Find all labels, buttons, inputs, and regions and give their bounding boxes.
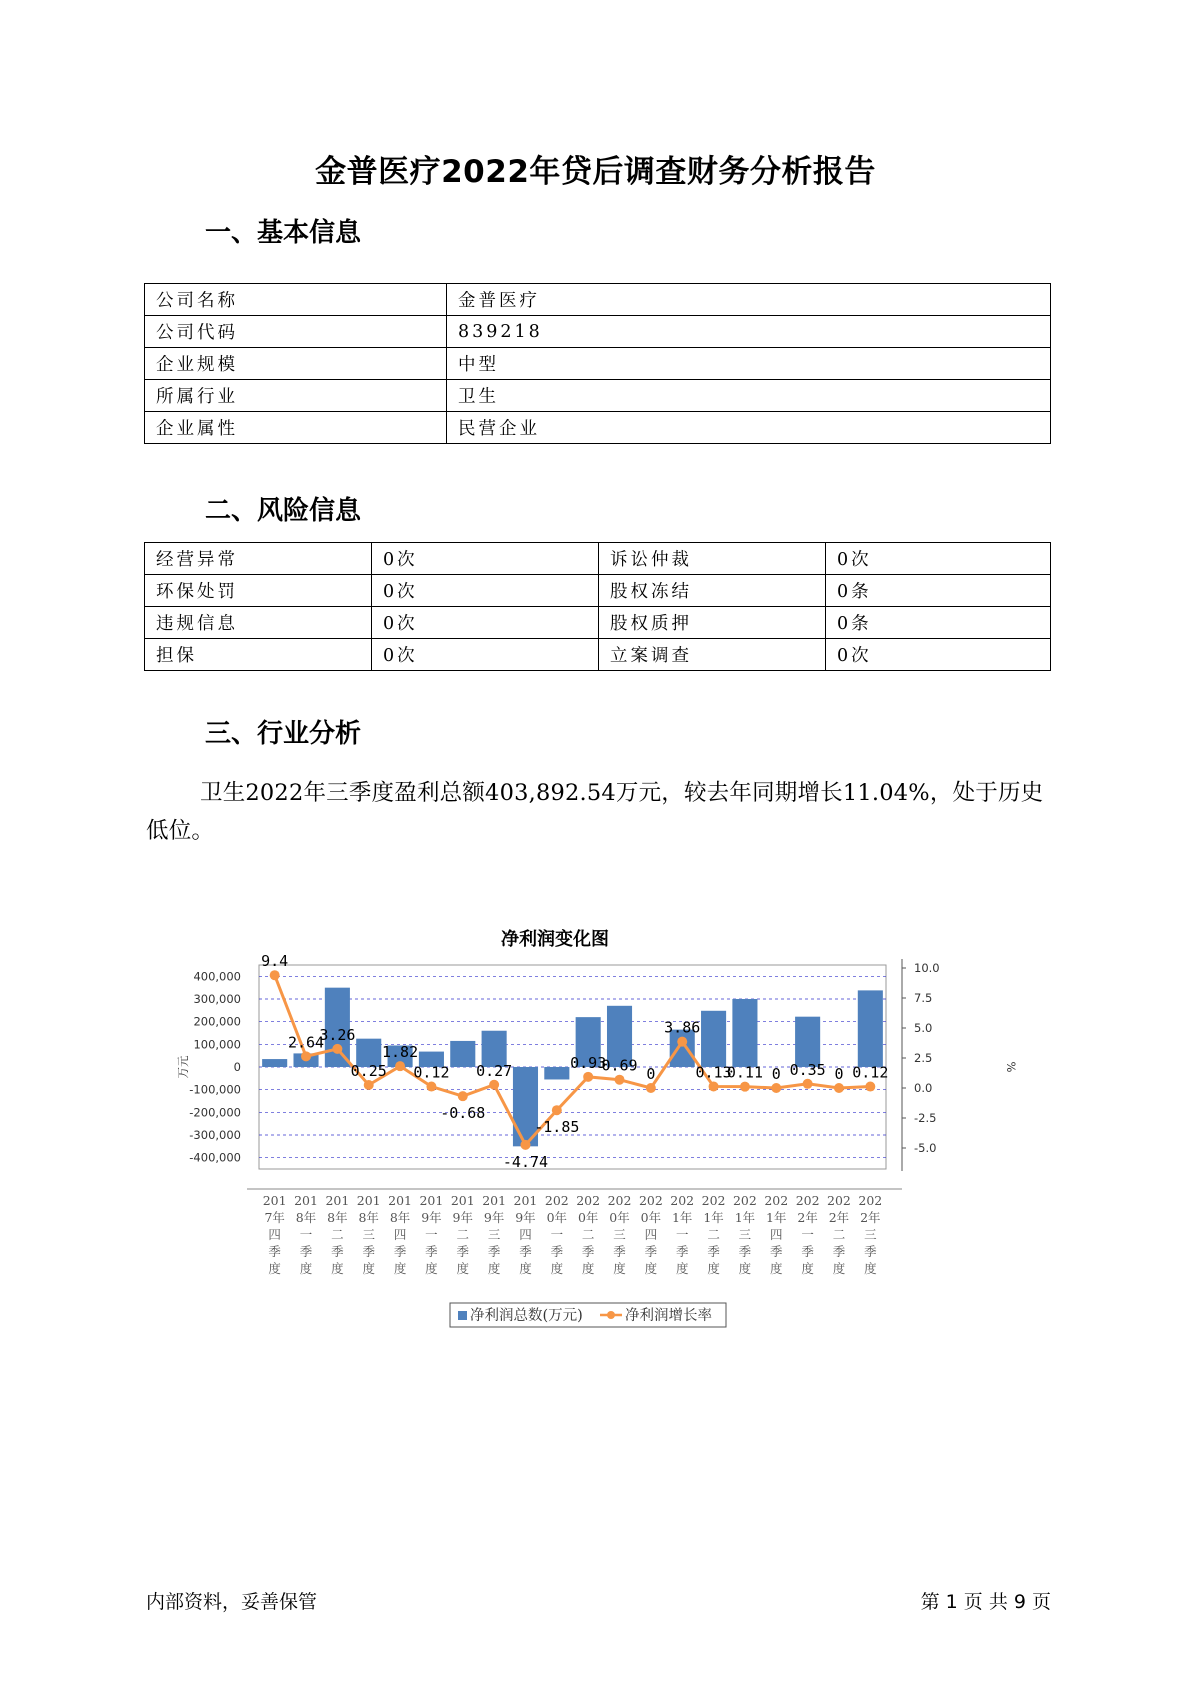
- basic-info-label: 所属行业: [145, 380, 447, 412]
- growth-data-label: 9.4: [261, 952, 289, 971]
- growth-data-label: 0.25: [350, 1062, 387, 1080]
- x-tick-label: 2年: [828, 1210, 850, 1225]
- x-tick-label: 四: [268, 1227, 281, 1242]
- growth-data-label: 0: [646, 1065, 656, 1083]
- basic-info-label: 企业属性: [145, 412, 447, 444]
- y-left-tick-label: -200,000: [189, 1105, 241, 1120]
- x-tick-label: 度: [331, 1261, 344, 1276]
- x-tick-label: 度: [832, 1261, 846, 1276]
- x-tick-label: 9年: [452, 1210, 474, 1225]
- x-tick-label: 度: [738, 1261, 752, 1276]
- x-tick-label: 一: [675, 1227, 689, 1242]
- x-tick-label: 1年: [766, 1210, 787, 1225]
- x-tick-label: 201: [419, 1193, 444, 1208]
- growth-point: [709, 1081, 719, 1091]
- x-tick-label: 201: [450, 1193, 475, 1208]
- growth-data-label: 3.26: [319, 1025, 356, 1044]
- x-tick-label: 三: [738, 1227, 752, 1242]
- x-tick-label: 8年: [327, 1210, 348, 1225]
- x-tick-label: 2年: [860, 1210, 881, 1225]
- section-heading-industry: 三、行业分析: [205, 719, 362, 749]
- x-tick-label: 度: [519, 1261, 532, 1276]
- growth-data-label: 0.35: [789, 1060, 826, 1079]
- x-tick-label: 度: [707, 1261, 720, 1276]
- basic-info-value: 839218: [447, 316, 1051, 348]
- x-tick-label: 季: [519, 1244, 532, 1259]
- growth-point: [395, 1061, 405, 1071]
- growth-data-label: 0.12: [852, 1063, 889, 1082]
- x-tick-label: 季: [456, 1244, 470, 1259]
- y-right-tick-label: 10.0: [914, 961, 940, 975]
- risk-value: 0次: [372, 575, 599, 607]
- basic-info-label: 企业规模: [145, 348, 447, 380]
- risk-info-row: [145, 543, 1051, 575]
- x-tick-label: 202: [701, 1193, 726, 1208]
- x-tick-label: 1年: [671, 1210, 693, 1225]
- y-left-tick-label: 0: [233, 1060, 241, 1074]
- risk-info-row: [145, 607, 1051, 639]
- x-tick-label: 202: [858, 1193, 883, 1208]
- x-tick-label: 三: [864, 1227, 877, 1242]
- growth-point: [552, 1105, 562, 1115]
- y-left-tick-label: -400,000: [189, 1150, 241, 1165]
- x-tick-label: 季: [362, 1244, 375, 1259]
- growth-point: [865, 1082, 875, 1092]
- basic-info-row: [145, 284, 1051, 316]
- net-profit-chart: [175, 885, 1035, 1345]
- x-tick-label: 0年: [609, 1210, 630, 1225]
- basic-info-value: 中型: [447, 348, 1051, 380]
- basic-info-value: 卫生: [447, 380, 1051, 412]
- basic-info-row: [145, 348, 1051, 380]
- growth-data-label: 0: [771, 1065, 781, 1083]
- x-tick-label: 一: [801, 1227, 814, 1242]
- x-tick-label: 季: [770, 1244, 783, 1259]
- bar-mark: [262, 1059, 287, 1067]
- x-tick-label: 季: [393, 1244, 407, 1259]
- risk-label: 经营异常: [145, 543, 372, 575]
- growth-data-label: 0.69: [601, 1056, 638, 1075]
- x-tick-label: 8年: [389, 1210, 411, 1225]
- risk-label: 股权质押: [599, 607, 826, 639]
- growth-point: [583, 1072, 593, 1082]
- y-left-axis-label: 万元: [176, 1055, 190, 1079]
- y-right-tick-label: 0.0: [914, 1081, 933, 1095]
- growth-data-label: 0.27: [476, 1061, 513, 1080]
- growth-data-label: 1.82: [382, 1043, 419, 1062]
- x-tick-label: 季: [268, 1244, 281, 1259]
- basic-info-table: [144, 283, 1051, 444]
- basic-info-label: 公司名称: [145, 284, 447, 316]
- x-tick-label: 四: [519, 1227, 532, 1242]
- growth-data-label: 3.86: [664, 1018, 701, 1037]
- y-left-tick-label: 200,000: [193, 1014, 241, 1029]
- growth-data-label: -0.68: [440, 1104, 486, 1123]
- x-tick-label: 四: [644, 1227, 658, 1242]
- x-tick-label: 度: [268, 1261, 281, 1276]
- growth-point: [458, 1091, 468, 1101]
- x-tick-label: 二: [581, 1227, 595, 1242]
- y-left-tick-label: -300,000: [189, 1128, 241, 1142]
- x-tick-label: 二: [707, 1227, 720, 1242]
- risk-value: 0次: [372, 639, 599, 671]
- x-tick-label: 季: [675, 1244, 689, 1259]
- x-tick-label: 0年: [640, 1210, 662, 1225]
- growth-point: [677, 1037, 687, 1047]
- x-tick-label: 1年: [734, 1210, 756, 1225]
- x-tick-label: 季: [299, 1244, 313, 1259]
- risk-label: 违规信息: [145, 607, 372, 639]
- x-tick-label: 9年: [515, 1210, 536, 1225]
- x-tick-label: 度: [362, 1261, 375, 1276]
- x-tick-label: 季: [832, 1244, 846, 1259]
- x-tick-label: 四: [393, 1227, 407, 1242]
- risk-label: 立案调查: [599, 639, 826, 671]
- growth-data-label: 0.93: [570, 1053, 607, 1072]
- basic-info-value: 金普医疗: [447, 284, 1051, 316]
- growth-point: [740, 1082, 750, 1092]
- growth-point: [270, 970, 280, 980]
- basic-info-row: [145, 380, 1051, 412]
- risk-info-table: [144, 542, 1051, 671]
- chart-title: 净利润变化图: [501, 929, 609, 950]
- x-tick-label: 三: [362, 1227, 375, 1242]
- basic-info-value: 民营企业: [447, 412, 1051, 444]
- x-tick-label: 202: [670, 1193, 695, 1208]
- growth-point: [803, 1079, 813, 1089]
- x-tick-label: 度: [770, 1261, 783, 1276]
- bar-mark: [732, 999, 757, 1067]
- basic-info-row: [145, 412, 1051, 444]
- x-tick-label: 一: [425, 1227, 438, 1242]
- risk-value: 0次: [826, 639, 1051, 671]
- page-title: 金普医疗2022年贷后调查财务分析报告: [315, 154, 876, 190]
- x-tick-label: 度: [456, 1261, 470, 1276]
- growth-point: [301, 1051, 311, 1061]
- x-tick-label: 二: [456, 1227, 470, 1242]
- bar-mark: [795, 1017, 820, 1067]
- risk-info-row: [145, 639, 1051, 671]
- x-tick-label: 9年: [421, 1210, 442, 1225]
- x-tick-label: 202: [607, 1193, 632, 1208]
- x-tick-label: 季: [425, 1244, 438, 1259]
- growth-point: [771, 1083, 781, 1093]
- y-left-tick-label: 300,000: [193, 992, 241, 1006]
- growth-data-label: 0: [834, 1065, 844, 1083]
- x-tick-label: 度: [487, 1261, 501, 1276]
- risk-value: 0条: [826, 607, 1051, 639]
- x-tick-label: 201: [513, 1193, 538, 1208]
- y-right-tick-label: -2.5: [914, 1111, 937, 1125]
- x-tick-label: 202: [732, 1193, 757, 1208]
- section-heading-risk: 二、风险信息: [205, 496, 362, 526]
- x-tick-label: 度: [801, 1261, 814, 1276]
- footer-page-number: 第 1 页 共 9 页: [920, 1591, 1051, 1613]
- y-right-axis-label: %: [1004, 1061, 1018, 1073]
- x-tick-label: 201: [294, 1193, 318, 1208]
- net-profit-chart-svg: [175, 885, 1035, 1345]
- x-tick-label: 201: [262, 1193, 287, 1208]
- footer-confidential: 内部资料，妥善保管: [146, 1591, 318, 1613]
- x-tick-label: 8年: [358, 1210, 379, 1225]
- x-tick-label: 202: [795, 1193, 820, 1208]
- x-tick-label: 8年: [295, 1210, 317, 1225]
- x-tick-label: 201: [482, 1193, 507, 1208]
- x-tick-label: 0年: [546, 1210, 568, 1225]
- x-tick-label: 9年: [483, 1210, 505, 1225]
- x-tick-label: 三: [613, 1227, 626, 1242]
- growth-point: [646, 1083, 656, 1093]
- growth-data-label: 0.12: [413, 1063, 450, 1082]
- x-tick-label: 季: [550, 1244, 564, 1259]
- x-tick-label: 四: [770, 1227, 783, 1242]
- bar-mark: [450, 1041, 475, 1067]
- x-tick-label: 202: [576, 1193, 601, 1208]
- bar-mark: [544, 1067, 569, 1079]
- x-tick-label: 度: [425, 1261, 438, 1276]
- growth-data-label: 0.11: [726, 1063, 763, 1082]
- industry-paragraph: 卫生2022年三季度盈利总额403,892.54万元，较去年同期增长11.04%，处于历史低位。: [146, 780, 1044, 844]
- x-tick-label: 度: [675, 1261, 689, 1276]
- x-tick-label: 季: [864, 1244, 877, 1259]
- x-tick-label: 0年: [577, 1210, 599, 1225]
- y-left-tick-label: 100,000: [193, 1037, 241, 1052]
- risk-label: 股权冻结: [599, 575, 826, 607]
- growth-data-label: 0.13: [695, 1063, 732, 1082]
- x-tick-label: 季: [331, 1244, 344, 1259]
- legend-line-marker: [607, 1311, 615, 1319]
- x-tick-label: 季: [801, 1244, 814, 1259]
- risk-value: 0次: [372, 607, 599, 639]
- risk-label: 环保处罚: [145, 575, 372, 607]
- x-tick-label: 度: [550, 1261, 564, 1276]
- x-tick-label: 201: [325, 1193, 350, 1208]
- x-tick-label: 一: [299, 1227, 313, 1242]
- bar-mark: [858, 990, 883, 1067]
- x-tick-label: 二: [331, 1227, 344, 1242]
- y-left-tick-label: -100,000: [189, 1082, 241, 1097]
- growth-point: [364, 1080, 374, 1090]
- growth-point: [615, 1075, 625, 1085]
- x-tick-label: 度: [644, 1261, 658, 1276]
- growth-data-label: 2.64: [287, 1033, 325, 1052]
- x-tick-label: 201: [356, 1193, 381, 1208]
- x-tick-label: 201: [388, 1193, 413, 1208]
- growth-point: [489, 1080, 499, 1090]
- legend-bar-swatch: [458, 1311, 467, 1320]
- bar-mark: [701, 1011, 726, 1067]
- x-tick-label: 三: [487, 1227, 501, 1242]
- risk-label: 诉讼仲裁: [599, 543, 826, 575]
- growth-data-label: -1.85: [534, 1118, 580, 1137]
- x-tick-label: 7年: [264, 1210, 285, 1225]
- x-tick-label: 202: [764, 1193, 789, 1208]
- y-right-tick-label: 7.5: [914, 991, 933, 1005]
- x-tick-label: 季: [613, 1244, 626, 1259]
- risk-label: 担保: [145, 639, 372, 671]
- x-tick-label: 202: [638, 1193, 663, 1208]
- x-tick-label: 度: [613, 1261, 626, 1276]
- legend-line-label: 净利润增长率: [625, 1308, 712, 1324]
- legend-bar-label: 净利润总数(万元): [470, 1308, 583, 1324]
- y-right-tick-label: -5.0: [914, 1141, 937, 1155]
- y-right-tick-label: 2.5: [914, 1051, 933, 1065]
- x-tick-label: 1年: [703, 1210, 724, 1225]
- risk-value: 0次: [826, 543, 1051, 575]
- growth-point: [834, 1083, 844, 1093]
- growth-data-label: -4.74: [502, 1152, 549, 1171]
- x-tick-label: 二: [832, 1227, 846, 1242]
- y-left-tick-label: 400,000: [193, 969, 241, 984]
- growth-point: [426, 1082, 436, 1092]
- x-tick-label: 202: [544, 1193, 569, 1208]
- x-tick-label: 度: [581, 1261, 595, 1276]
- x-tick-label: 季: [707, 1244, 720, 1259]
- x-tick-label: 202: [827, 1193, 851, 1208]
- x-tick-label: 季: [487, 1244, 501, 1259]
- x-tick-label: 度: [299, 1261, 313, 1276]
- x-tick-label: 度: [864, 1261, 877, 1276]
- risk-info-row: [145, 575, 1051, 607]
- x-tick-label: 季: [738, 1244, 752, 1259]
- growth-point: [332, 1044, 342, 1054]
- x-tick-label: 度: [393, 1261, 407, 1276]
- x-tick-label: 2年: [797, 1210, 818, 1225]
- x-tick-label: 季: [644, 1244, 658, 1259]
- section-heading-basic: 一、基本信息: [205, 218, 362, 248]
- basic-info-label: 公司代码: [145, 316, 447, 348]
- x-tick-label: 季: [581, 1244, 595, 1259]
- risk-value: 0条: [826, 575, 1051, 607]
- y-right-tick-label: 5.0: [914, 1021, 933, 1035]
- risk-value: 0次: [372, 543, 599, 575]
- x-tick-label: 一: [550, 1227, 564, 1242]
- basic-info-row: [145, 316, 1051, 348]
- growth-point: [520, 1140, 530, 1150]
